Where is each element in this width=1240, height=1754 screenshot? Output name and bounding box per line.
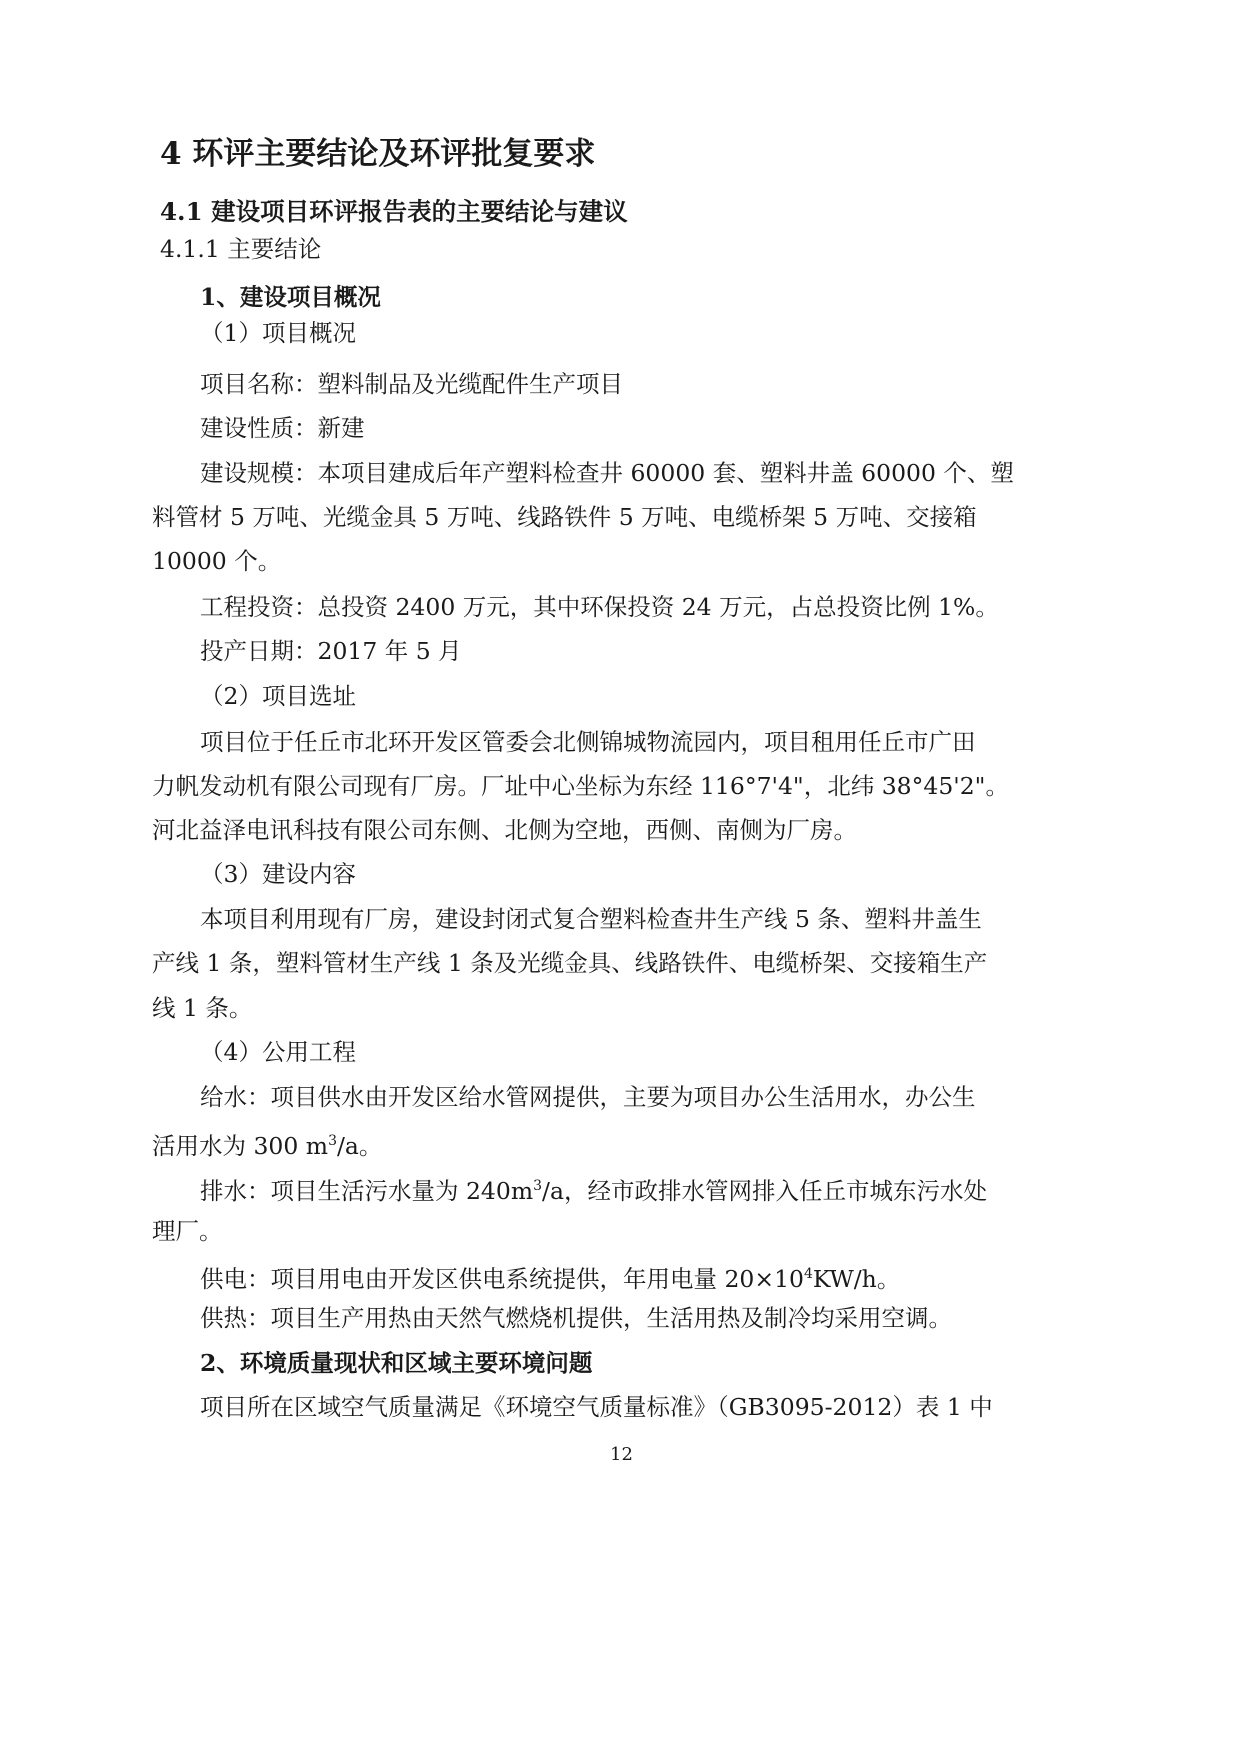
paragraph-content-line-1: 本项目利用现有厂房，建设封闭式复合塑料检查井生产线 5 条、塑料井盖生 — [200, 905, 982, 933]
paragraph-env-line-1: 项目所在区域空气质量满足《环境空气质量标准》（GB3095-2012）表 1 中 — [200, 1393, 993, 1421]
item-heading-2: 2、环境质量现状和区域主要环境问题 — [200, 1349, 593, 1377]
paragraph-content-line-2: 产线 1 条，塑料管材生产线 1 条及光缆金具、线路铁件、电缆桥架、交接箱生产 — [152, 949, 988, 977]
paragraph-water-line-2: 活用水为 300 $m^3/a$。 — [152, 1131, 383, 1160]
chapter-heading: 4 环评主要结论及环评批复要求 — [160, 136, 596, 172]
paragraph-scale-line-3: 10000 个。 — [152, 547, 282, 575]
page-number: 12 — [610, 1444, 633, 1465]
paragraph-date: 投产日期：2017 年 5 月 — [200, 637, 462, 665]
paragraph-scale-line-2: 料管材 5 万吨、光缆金具 5 万吨、线路铁件 5 万吨、电缆桥架 5 万吨、交接箱 — [152, 503, 977, 531]
paragraph-power: 供电：项目用电由开发区供电系统提供，年用电量 $20\times 10^4KW/h$。 — [200, 1264, 901, 1293]
item-heading-1: 1、建设项目概况 — [200, 283, 381, 311]
paragraph-investment: 工程投资：总投资 2400 万元，其中环保投资 24 万元，占总投资比例 1%。 — [200, 593, 999, 621]
sub-heading-1: （1）项目概况 — [200, 319, 356, 347]
paragraph-site-line-1: 项目位于任丘市北环开发区管委会北侧锦城物流园内，项目租用任丘市广田 — [200, 728, 976, 756]
paragraph-content-line-3: 线 1 条。 — [152, 994, 253, 1022]
paragraph-drain-line-2: 理厂。 — [152, 1217, 223, 1245]
sub-heading-4: （4）公用工程 — [200, 1038, 356, 1066]
paragraph-heat: 供热：项目生产用热由天然气燃烧机提供，生活用热及制冷均采用空调。 — [200, 1304, 952, 1332]
paragraph-site-line-2: 力帆发动机有限公司现有厂房。厂址中心坐标为东经 116°7'4"，北纬 38°45'2"。 — [152, 772, 1009, 800]
paragraph-project-name: 项目名称：塑料制品及光缆配件生产项目 — [200, 370, 623, 398]
sub-heading-3: （3）建设内容 — [200, 860, 356, 888]
paragraph-water-line-1: 给水：项目供水由开发区给水管网提供，主要为项目办公生活用水，办公生 — [200, 1083, 976, 1111]
paragraph-drain-line-1: 排水：项目生活污水量为 $240m^3/a$，经市政排水管网排入任丘市城东污水处 — [200, 1176, 987, 1205]
paragraph-scale-line-1: 建设规模：本项目建成后年产塑料检查井 60000 套、塑料井盖 60000 个、塑 — [200, 459, 1014, 487]
section-heading-4-1: 4.1 建设项目环评报告表的主要结论与建议 — [160, 197, 628, 226]
subsection-heading-4-1-1: 4.1.1 主要结论 — [160, 235, 322, 263]
paragraph-site-line-3: 河北益泽电讯科技有限公司东侧、北侧为空地，西侧、南侧为厂房。 — [152, 816, 857, 844]
paragraph-nature: 建设性质：新建 — [200, 414, 365, 442]
sub-heading-2: （2）项目选址 — [200, 682, 356, 710]
